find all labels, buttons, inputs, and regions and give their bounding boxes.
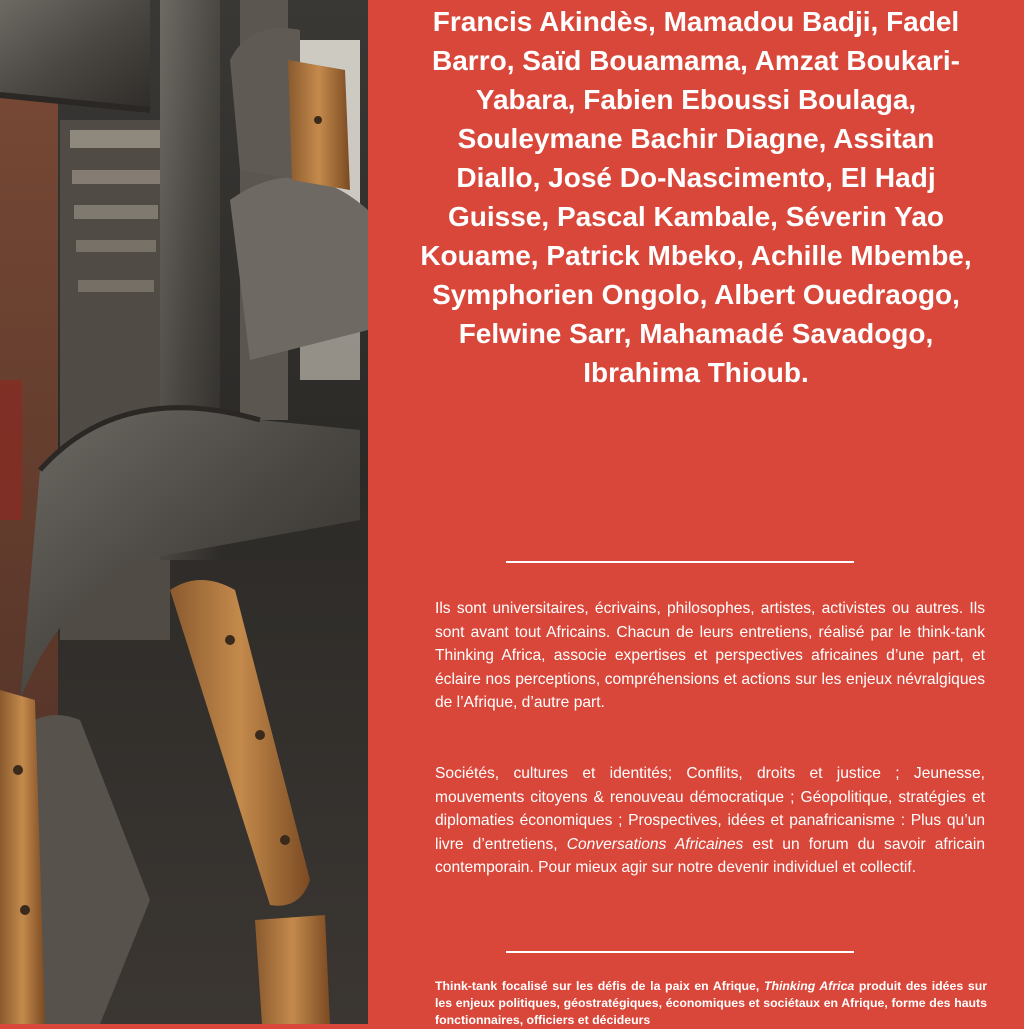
divider-bottom: [506, 951, 854, 953]
description-paragraph-2: [435, 762, 985, 880]
divider-top: [506, 561, 854, 563]
book-title: Conversations Africaines: [566, 835, 744, 853]
forum-text: est un forum du savoir africain contemporain. Pour mieux agir sur notre devenir individuel et collectif.: [435, 835, 985, 876]
authors-last-name: Ibrahima Thioub.: [583, 357, 809, 388]
machete-sculpture-image: [0, 0, 368, 1024]
cover-photo: [0, 0, 368, 1024]
text-panel: [368, 0, 1024, 1027]
authors-list: [420, 2, 972, 392]
description-paragraph-1: Ils sont universitaires, écrivains, philosophes, artistes, activistes ou autres. Ils sont avant tout Africains. Chacun de leurs entretiens, réalisé par le think-tank Thinking Africa, associe expertises et perspectives africaines d’une part, et éclaire nos perceptions, compréhensions et actions sur les enjeux névralgiques de l’Afrique, d’autre part.: [435, 600, 985, 711]
themes-text: Sociétés, cultures et identités; Conflits, droits et justice ; Jeunesse, mouvements citoyens & renouveau démocratique ; Géopolitique, stratégies et diplomaties économiques ; Prospectives, idées et panafricanisme : Plus qu’un livre d’entretiens,: [435, 765, 985, 853]
publisher-name: Thinking Africa: [763, 979, 855, 993]
blurb-body: produit des idées sur les enjeux politiques, géostratégiques, économiques et sociétaux en Afrique, forme des hauts fonctionnaires, officiers et décideurs: [435, 979, 987, 1027]
publisher-blurb: [435, 978, 987, 1029]
blurb-intro: Think-tank focalisé sur les défis de la paix en Afrique,: [435, 979, 760, 993]
authors-names: Francis Akindès, Mamadou Badji, Fadel Barro, Saïd Bouamama, Amzat Boukari-Yabara, Fabien Eboussi Boulaga, Souleymane Bachir Diagne, Assitan Diallo, José Do-Nascimento, El Hadj Guisse, Pascal Kambale, Séverin Yao Kouame, Patrick Mbeko, Achille Mbembe, Symphorien Ongolo, Albert Ouedraogo, Felwine Sarr, Mahamadé Savadogo,: [420, 6, 972, 349]
